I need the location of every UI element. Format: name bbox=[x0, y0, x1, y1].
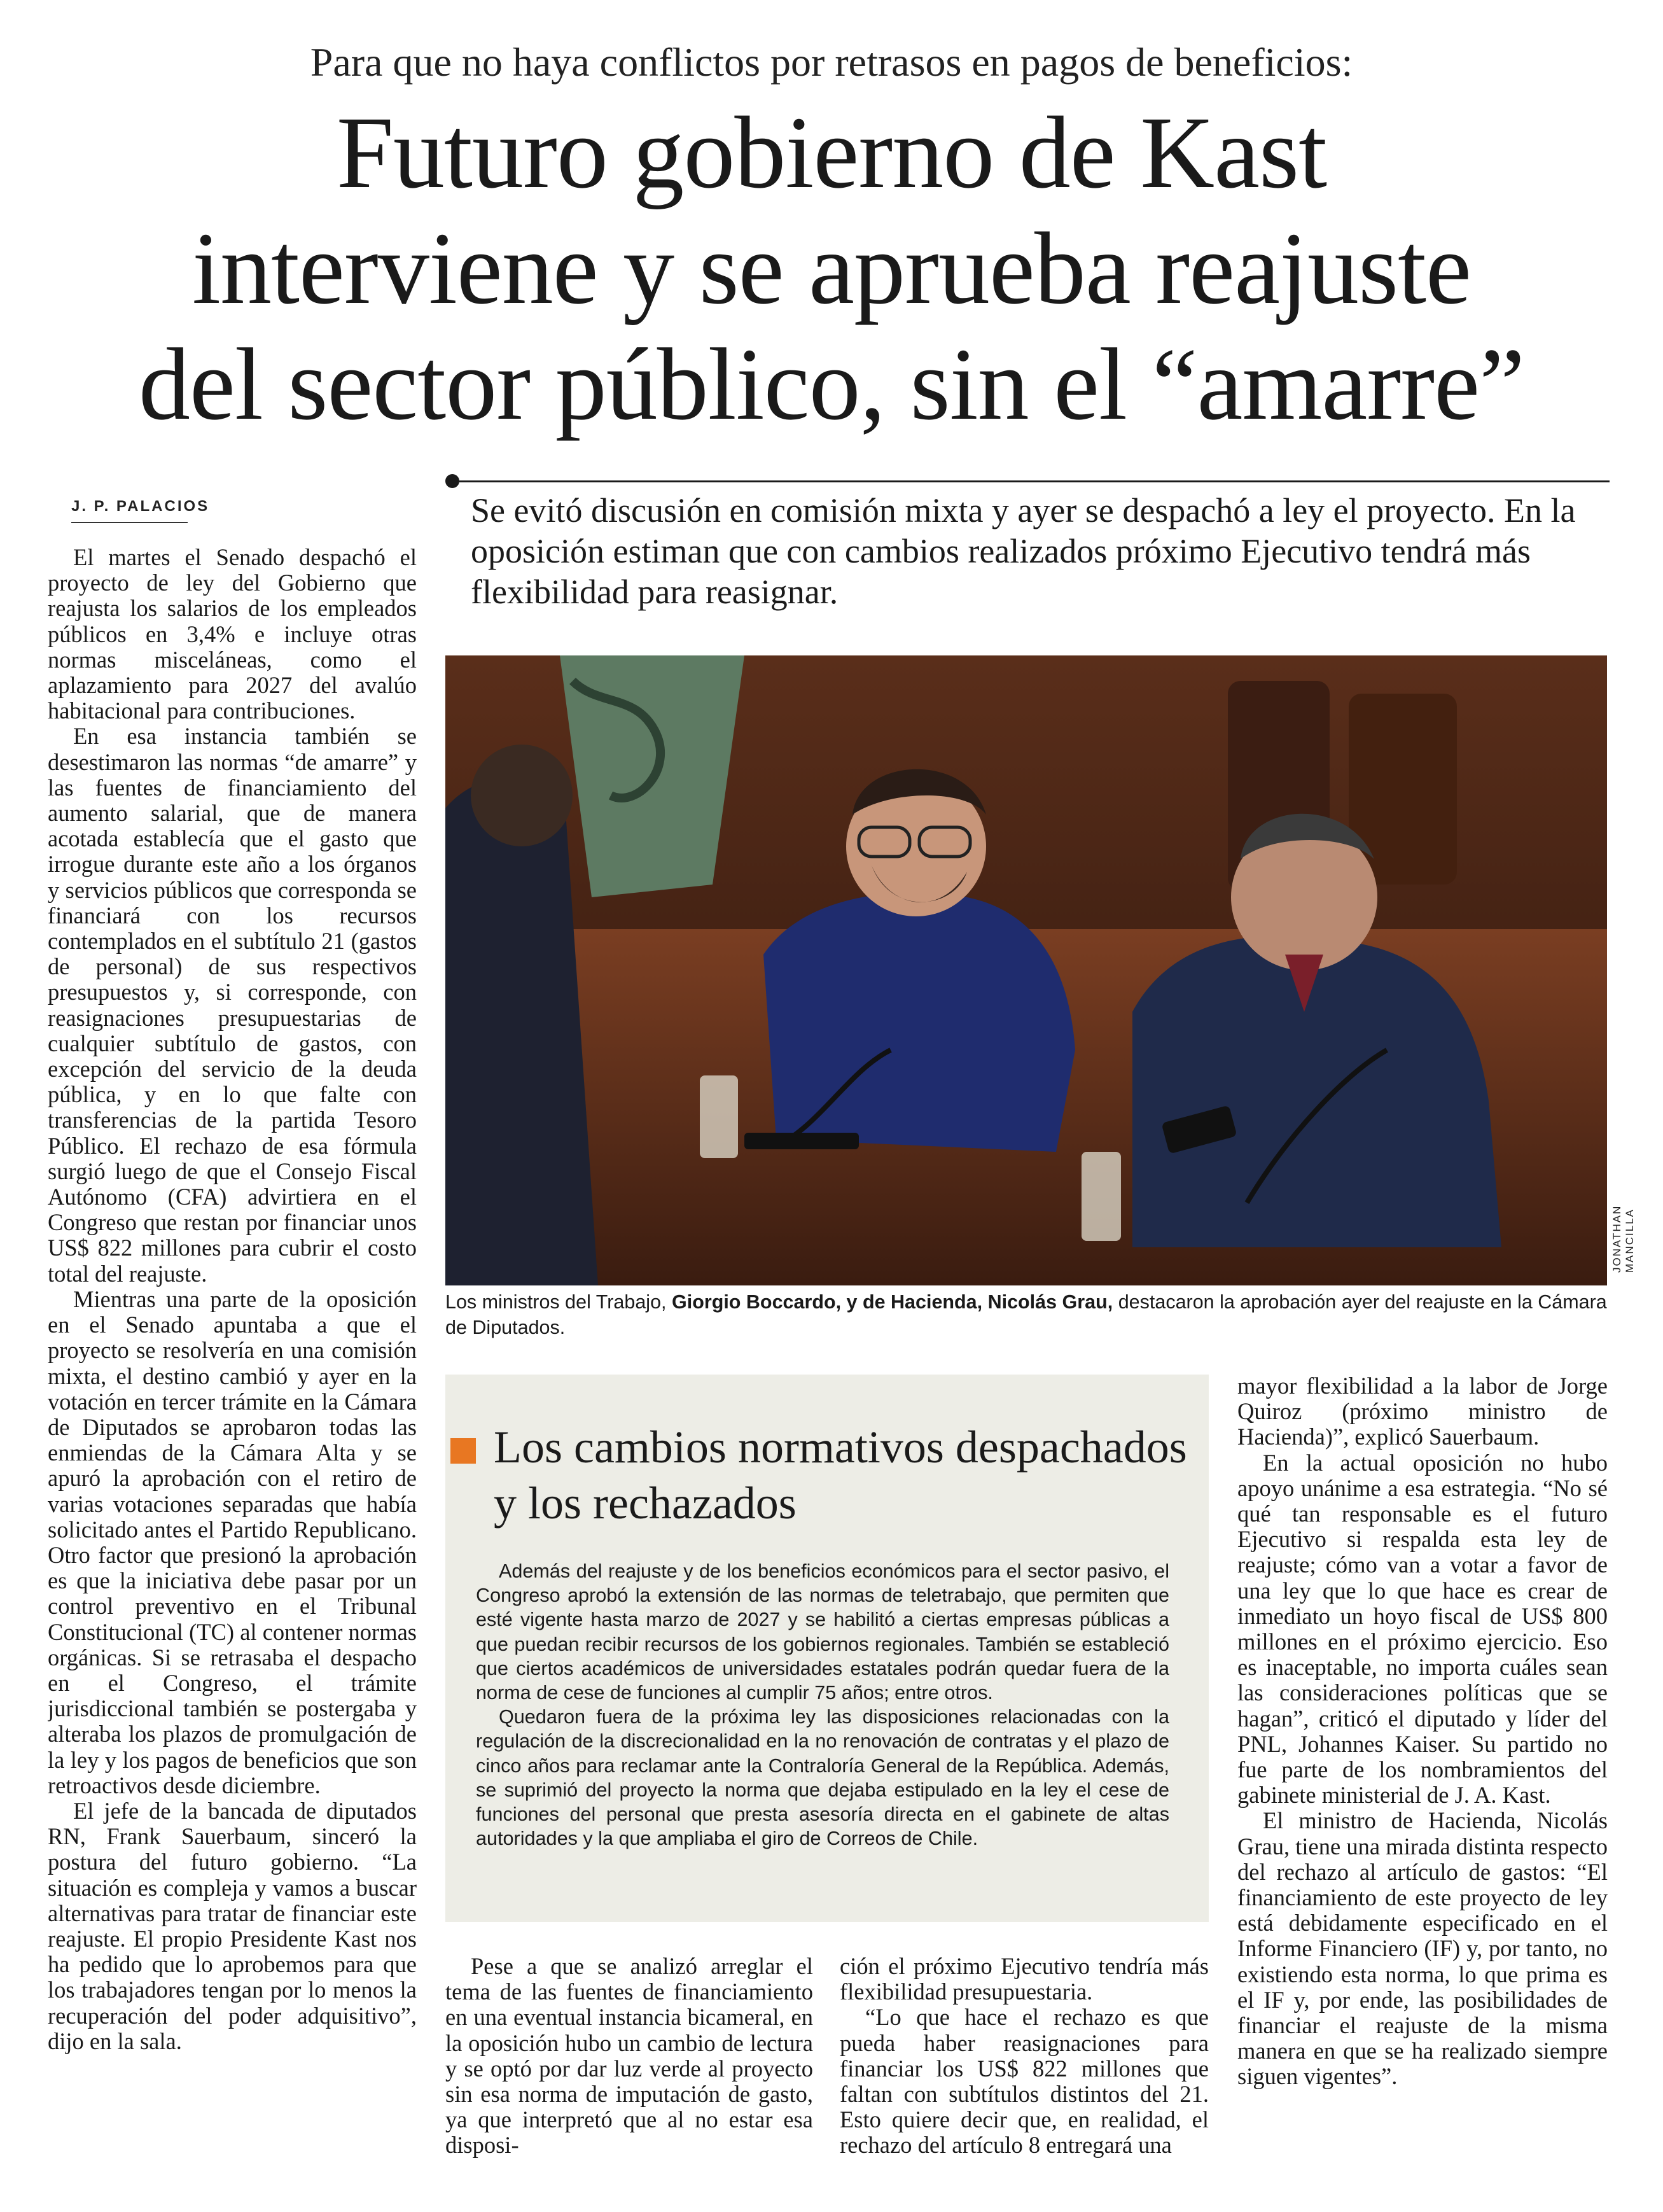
headline-line-2: interviene y se aprueba reajuste bbox=[191, 212, 1471, 326]
news-photo bbox=[445, 655, 1607, 1285]
box-paragraph: Además del reajuste y de los beneficios económicos para el sector pasivo, el Congreso aprobó la extensión de las normas de teletrabajo, que permiten que esté vigente hasta marzo de 2027 y se habilitó a ciertas empresas públicas a que puedan recibir recursos de los gobiernos regionales. También se estableció que ciertos académicos de universidades estatales podrán quedar fuera de la norma de cese de funciones al cumplir 75 años; entre otros. bbox=[476, 1560, 1169, 1704]
column-3 bbox=[840, 1954, 1209, 2195]
col4-paragraph: mayor flexibilidad a la labor de Jorge Quiroz (próximo ministro de Hacienda)”, explicó Sauerbaum. bbox=[1237, 1373, 1608, 1450]
col1-paragraph: Mientras una parte de la oposición en el Senado apuntaba a que el proyecto se resolvería en una comisión mixta, el destino cambió y ayer en la votación en tercer trámite en la Cámara de Diputados se aprobaron todas las enmiendas de la Cámara Alta y se apuró la aprobación con el retiro de varias votaciones separadas que había solicitado antes el Partido Republicano. Otro factor que presionó la aprobación es que la iniciativa debe pasar por un control preventivo en el Tribunal Constitucional (TC) al contener normas orgánicas. Si se retrasaba el despacho en el Congreso, el trámite jurisdiccional también se postergaba y alteraba los plazos de promulgación de la ley y los pagos de beneficios que son retroactivos desde diciembre. bbox=[48, 1285, 417, 1798]
col3-paragraph: “Lo que hace el rechazo es que pueda haber reasignaciones para financiar los US$ 822 millones que faltan con subtítulos distintos del 21. Esto quiere decir que, en realidad, el rechazo del artículo 8 entregará una bbox=[840, 2004, 1209, 2159]
box-text bbox=[476, 1559, 1169, 1851]
photo-caption bbox=[445, 1289, 1610, 1340]
headline-line-3: del sector público, sin el “amarre” bbox=[138, 328, 1525, 442]
box-title: Los cambios normativos despachados y los rechazados bbox=[494, 1422, 1187, 1529]
col4-paragraph: En la actual oposición no hubo apoyo unánime a esa estrategia. “No sé qué tan responsable es el futuro Ejecutivo si respalda esta ley de reajuste; cómo van a votar a favor de una ley que lo que hace es crear de inmediato un hoyo fiscal de US$ 800 millones en el próximo ejercicio. Eso es inaceptable, no importa cuáles sean las consideraciones políticas que se hagan”, criticó el diputado y líder del PNL, Johannes Kaiser. Su partido no fue parte de los nombramientos del gabinete ministerial de J. A. Kast. bbox=[1237, 1449, 1608, 1809]
byline-rule bbox=[71, 522, 188, 523]
col1-paragraph: El martes el Senado despachó el proyecto de ley del Gobierno que reajusta los salarios de los empleados públicos en 3,4% e incluye otras normas misceláneas, como el aplazamiento para 2027 del avalúo habitacional para contribuciones. bbox=[48, 545, 417, 724]
caption-text: Los ministros del Trabajo, bbox=[445, 1291, 672, 1313]
box-paragraph: Quedaron fuera de la próxima ley las disposiciones relacionadas con la regulación de la discrecionalidad en la no renovación de contratas y el plazo de cinco años para reclamar ante la Contraloría General de la República. Además, se suprimió del proyecto la norma que dejaba estipulado en la ley el cese de funciones del personal que presta asesoría directa en el gabinete de altas autoridades y la que ampliaba el giro de Correos de Chile. bbox=[476, 1706, 1169, 1850]
bullet-dot bbox=[445, 474, 459, 488]
col1-paragraph: El jefe de la bancada de diputados RN, Frank Sauerbaum, sinceró la postura del futuro gobierno. “La situación es compleja y vamos a buscar alternativas para tratar de financiar este reajuste. El propio Presidente Kast nos ha pedido que lo aprobemos para que los trabajadores tengan por lo menos la recuperación del poder adquisitivo”, dijo en la sala. bbox=[48, 1797, 417, 2054]
kicker: Para que no haya conflictos por retrasos en pagos de beneficios: bbox=[310, 39, 1353, 85]
column-4 bbox=[1237, 1373, 1608, 2201]
divider-rule bbox=[459, 480, 1610, 482]
photo-credit: JONATHAN MANCILLA bbox=[1611, 1205, 1636, 1273]
column-2 bbox=[445, 1954, 813, 2195]
caption-names: Giorgio Boccardo, y de Hacienda, Nicolás Grau, bbox=[672, 1291, 1113, 1313]
col1-paragraph: En esa instancia también se desestimaron las normas “de amarre” y las fuentes de financiamiento del aumento salarial, que de manera acotada establecía que el gasto que irrogue durante este año a los órganos y servicios públicos que corresponda se financiará con los recursos contemplados en el subtítulo 21 (gastos de personal) de sus respectivos presupuestos y, si corresponde, con reasignaciones presupuestarias de cualquier subtítulo de gastos, con excepción del servicio de la deuda pública, y en lo que falte con transferencias de la partida Tesoro Público. El rechazo de esa fórmula surgió luego de que el Consejo Fiscal Autónomo (CFA) advirtiera en el Congreso que restan por financiar unos US$ 822 millones para cubrir el costo total del reajuste. bbox=[48, 723, 417, 1287]
headline-line-1: Futuro gobierno de Kast bbox=[336, 96, 1327, 210]
col2-paragraph: Pese a que se analizó arreglar el tema de las fuentes de financiamiento en una eventual instancia bicameral, en la oposición hubo un cambio de lectura y se optó por dar luz verde al proyecto sin esa norma de imputación de gasto, ya que interpretó que al no estar esa disposi- bbox=[445, 1954, 813, 2159]
caption-text-end: destacaron la aprobación ayer del reajuste en la Cámara de Diputados. bbox=[445, 1291, 1607, 1338]
headline bbox=[38, 95, 1625, 443]
column-1 bbox=[48, 545, 417, 2199]
col3-paragraph: ción el próximo Ejecutivo tendría más flexibilidad presupuestaria. bbox=[840, 1954, 1209, 2005]
col4-paragraph: El ministro de Hacienda, Nicolás Grau, tiene una mirada distinta respecto del rechazo al artículo de gastos: “El financiamiento de este proyecto de ley está debidamente especificado en el Informe Financiero (IF) y, por tanto, no existiendo esta norma, lo que prima es el IF y, por ende, las posibilidades de financiar el reajuste de la misma manera en que se ha realizado siempre siguen vigentes”. bbox=[1237, 1807, 1608, 2090]
orange-square-icon bbox=[450, 1438, 476, 1464]
byline: J. P. PALACIOS bbox=[71, 498, 210, 515]
lead-paragraph: Se evitó discusión en comisión mixta y ayer se despachó a ley el proyecto. En la oposición estiman que con cambios realizados próximo Ejecutivo tendrá más flexibilidad para reasignar. bbox=[471, 491, 1576, 611]
